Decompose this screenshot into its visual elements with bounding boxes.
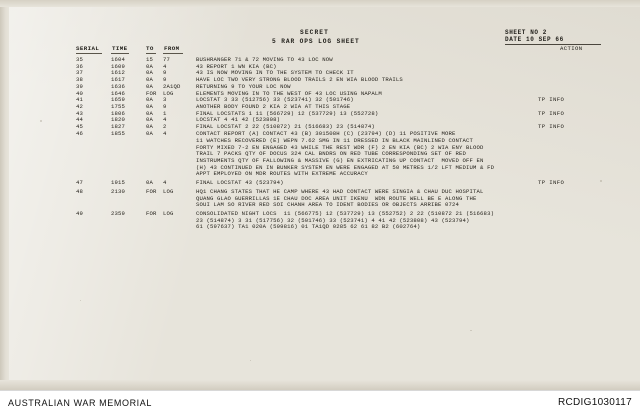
log-row-time: 1646 bbox=[111, 89, 126, 97]
log-row-to: 0A bbox=[146, 102, 154, 110]
log-row-text: HQ1 CHANG STATES THAT HE CAMP WHERE 43 HAD CONTACT WERE SINGIA & CHAU DUC HOSPITAL bbox=[196, 187, 484, 195]
column-header-from: FROM bbox=[164, 45, 180, 52]
log-row-to: 0A bbox=[146, 76, 154, 84]
log-row-from: LOG bbox=[163, 209, 174, 217]
log-row-time: 1827 bbox=[111, 123, 126, 130]
log-row-serial: 49 bbox=[76, 209, 84, 217]
log-row-serial: 48 bbox=[76, 187, 84, 195]
log-row-text: 23 (514874) 3 31 (517756) 32 (501746) 33 (523741) 4 41 42 (523808) 43 (523794) bbox=[196, 216, 470, 224]
log-row-action-info: TP INFO bbox=[538, 179, 565, 187]
log-row-time: 1820 bbox=[111, 116, 126, 124]
log-row-text: HAVE LOC TWO VERY STRONG BLOOD TRAILS 2 EN WIA BLOOD TRAILS bbox=[196, 76, 403, 84]
document-title: 5 RAR OPS LOG SHEET bbox=[272, 38, 360, 45]
log-row-text: FINAL LOCSTAT 43 (523794) bbox=[196, 179, 284, 187]
log-row-serial: 44 bbox=[76, 116, 84, 124]
column-header-action: ACTION bbox=[560, 45, 583, 52]
log-row-text: ELEMENTS MOVING IN TO THE WEST OF 43 LOC USING NAPALM bbox=[196, 89, 382, 97]
header-rule-from bbox=[163, 53, 183, 54]
scan-speck bbox=[600, 180, 602, 182]
log-row-serial: 38 bbox=[76, 76, 84, 84]
log-row-text: LOCSTAT 4 41 42 (523808) bbox=[196, 116, 281, 124]
scan-speck bbox=[40, 120, 42, 122]
log-row-to: FOR bbox=[146, 89, 157, 97]
log-row-text: 43 IS NOW MOVING IN TO THE SYSTEM TO CHECK IT bbox=[196, 69, 354, 77]
log-row-text: CONSOLIDATED NIGHT LOCS 11 (566775) 12 (537729) 13 (552752) 2 22 (510872 21 (516683) bbox=[196, 209, 495, 217]
log-row-serial: 35 bbox=[76, 56, 84, 63]
archive-footer-bar bbox=[0, 390, 640, 419]
log-row-serial: 43 bbox=[76, 109, 84, 117]
log-row-text: QUANG GLAO GUERRILLAS 1E CHAU DOC AREA UNIT IKENU WDN ROUTE WELL BE E ALONG THE bbox=[196, 194, 477, 202]
log-row-to: FOR bbox=[146, 209, 157, 217]
column-header-time: TIME bbox=[112, 45, 128, 52]
log-row-action-info: TP INFO bbox=[538, 109, 565, 117]
log-row-from: LOG bbox=[163, 89, 174, 97]
log-row-time: 1609 bbox=[111, 62, 126, 70]
log-row-text: FINAL LOCSTATS 1 11 (566729) 12 (537729) 13 (552728) bbox=[196, 109, 379, 117]
log-row-text: CONTACT REPORT (A) CONTACT 43 (B) 301508H (C) (23794) (D) 11 POSITIVE MORE bbox=[196, 130, 456, 138]
log-row-time: 1659 bbox=[111, 96, 126, 104]
log-row-to: 15 bbox=[146, 56, 154, 63]
log-row-serial: 46 bbox=[76, 130, 84, 138]
log-row-to: 0A bbox=[146, 96, 154, 104]
log-row-serial: 40 bbox=[76, 89, 84, 97]
archive-identifier: RCDIG1030117 bbox=[557, 397, 632, 408]
log-row-text: RETURNING 9 TO YOUR LOC NOW bbox=[196, 82, 291, 90]
log-row-to: 0A bbox=[146, 116, 154, 124]
log-row-time: 1617 bbox=[111, 76, 126, 84]
log-row-serial: 42 bbox=[76, 102, 84, 110]
log-row-from: LOG bbox=[163, 187, 174, 195]
log-row-from: 9 bbox=[163, 102, 167, 110]
column-header-serial: SERIAL bbox=[76, 45, 100, 52]
classification-marking: SECRET bbox=[300, 29, 329, 36]
log-row-from: 1 bbox=[163, 109, 167, 117]
log-row-from: 4 bbox=[163, 62, 167, 70]
log-row-from: 9 bbox=[163, 69, 167, 77]
log-row-serial: 45 bbox=[76, 123, 84, 130]
log-row-text: 43 REPORT 1 WN KIA (BC) bbox=[196, 62, 277, 70]
log-row-text: 61 (597637) TA1 020A (599816) 01 TA1QD 0285 62 61 82 B2 (602764) bbox=[196, 223, 421, 231]
log-row-text: FINAL LOCSTAT 2 22 (510872) 21 (516683) 23 (514874) bbox=[196, 123, 375, 130]
log-row-time: 1855 bbox=[111, 130, 126, 138]
archive-institution-label: AUSTRALIAN WAR MEMORIAL bbox=[8, 398, 152, 408]
log-row-time: 1755 bbox=[111, 102, 126, 110]
log-row-serial: 47 bbox=[76, 179, 84, 187]
log-row-text: FORTY MIXED 7-2 EN ENGAGED 43 WHILE THE REST WDR (F) 2 EN KIA (BC) 2 WIA ENY BLOOD bbox=[196, 143, 484, 151]
log-row-time: 1915 bbox=[111, 179, 126, 187]
log-row-from: 4 bbox=[163, 116, 167, 124]
log-row-from: 77 bbox=[163, 56, 171, 63]
page-left-edge-shadow bbox=[0, 0, 9, 390]
log-row-text: 11 WATCHES RECOVERED (E) WEPN 7.62 SMG IN 11 DRESSED IN BLACK MAINLINED CONTACT bbox=[196, 136, 474, 144]
page-bottom-edge-shadow bbox=[0, 380, 640, 390]
log-row-text: INSTRUMENTS QTY OF FALLOWING & MASSIVE (G) EN EXTRICATING UP CONTACT MOVED OFF EN bbox=[196, 157, 484, 164]
sheet-number: SHEET NO 2 bbox=[505, 29, 548, 36]
log-row-serial: 37 bbox=[76, 69, 84, 77]
log-row-time: 1806 bbox=[111, 109, 126, 117]
log-row-from: 4 bbox=[163, 179, 167, 187]
log-row-to: 0A bbox=[146, 130, 154, 138]
log-row-text: BUSHRANGER 71 & 72 MOVING TO 43 LOC NOW bbox=[196, 56, 333, 63]
log-row-from: 2A1QD bbox=[163, 82, 181, 90]
log-row-from: 9 bbox=[163, 76, 167, 84]
scan-speck bbox=[470, 330, 472, 331]
header-rule-serial bbox=[76, 53, 102, 54]
log-row-text: APPT EMPLOYED ON MDR ROUTES WITH EXTREME ACCURACY bbox=[196, 170, 368, 178]
scan-speck bbox=[250, 360, 251, 361]
log-row-serial: 39 bbox=[76, 82, 84, 90]
log-row-to: 0A bbox=[146, 82, 154, 90]
header-rule-time bbox=[111, 53, 129, 54]
log-row-to: 0A bbox=[146, 62, 154, 70]
log-row-text: TRAIL 7 PACKS QTY OF DOCUS 324 CAL BNDRS ON RED TUBE CORRESPONDING SET OF RED bbox=[196, 150, 467, 158]
log-row-from: 3 bbox=[163, 96, 167, 104]
header-rule-to bbox=[146, 53, 156, 54]
sheet-header-rule bbox=[505, 44, 601, 45]
log-row-to: FOR bbox=[146, 187, 157, 195]
log-row-time: 1636 bbox=[111, 82, 126, 90]
log-row-text: ANOTHER BODY FOUND 2 KIA 2 WIA AT THIS STAGE bbox=[196, 102, 351, 110]
log-row-from: 4 bbox=[163, 130, 167, 138]
log-row-text: (H) 43 CONTINUED EN IN BUNKER SYSTEM EN WERE ENGAGED AT 50 METRES 1/2 LFT MEDIUM & FD bbox=[196, 163, 495, 171]
log-row-to: 0A bbox=[146, 109, 154, 117]
log-row-time: 1612 bbox=[111, 69, 126, 77]
log-row-text: SOUI LAM SO RIVER RED SOI CHANH AREA TO IDENT BODIES OR OBJECTS ARRIBE 0724 bbox=[196, 201, 460, 209]
log-row-time: 2359 bbox=[111, 209, 126, 217]
log-row-to: 0A bbox=[146, 123, 154, 130]
log-row-action-info: TP INFO bbox=[538, 96, 565, 104]
log-row-time: 1604 bbox=[111, 56, 126, 63]
log-row-time: 2130 bbox=[111, 187, 126, 195]
log-row-text: LOCSTAT 3 33 (512756) 33 (523741) 32 (501746) bbox=[196, 96, 354, 104]
log-row-serial: 41 bbox=[76, 96, 84, 104]
page-top-edge-shadow bbox=[0, 0, 640, 7]
log-row-to: 0A bbox=[146, 69, 154, 77]
scan-speck bbox=[80, 300, 81, 301]
column-header-to: TO bbox=[146, 45, 154, 52]
log-row-action-info: TP INFO bbox=[538, 123, 565, 130]
log-row-serial: 36 bbox=[76, 62, 84, 70]
sheet-date: DATE 10 SEP 66 bbox=[505, 36, 564, 43]
log-row-to: 0A bbox=[146, 179, 154, 187]
log-row-from: 2 bbox=[163, 123, 167, 130]
